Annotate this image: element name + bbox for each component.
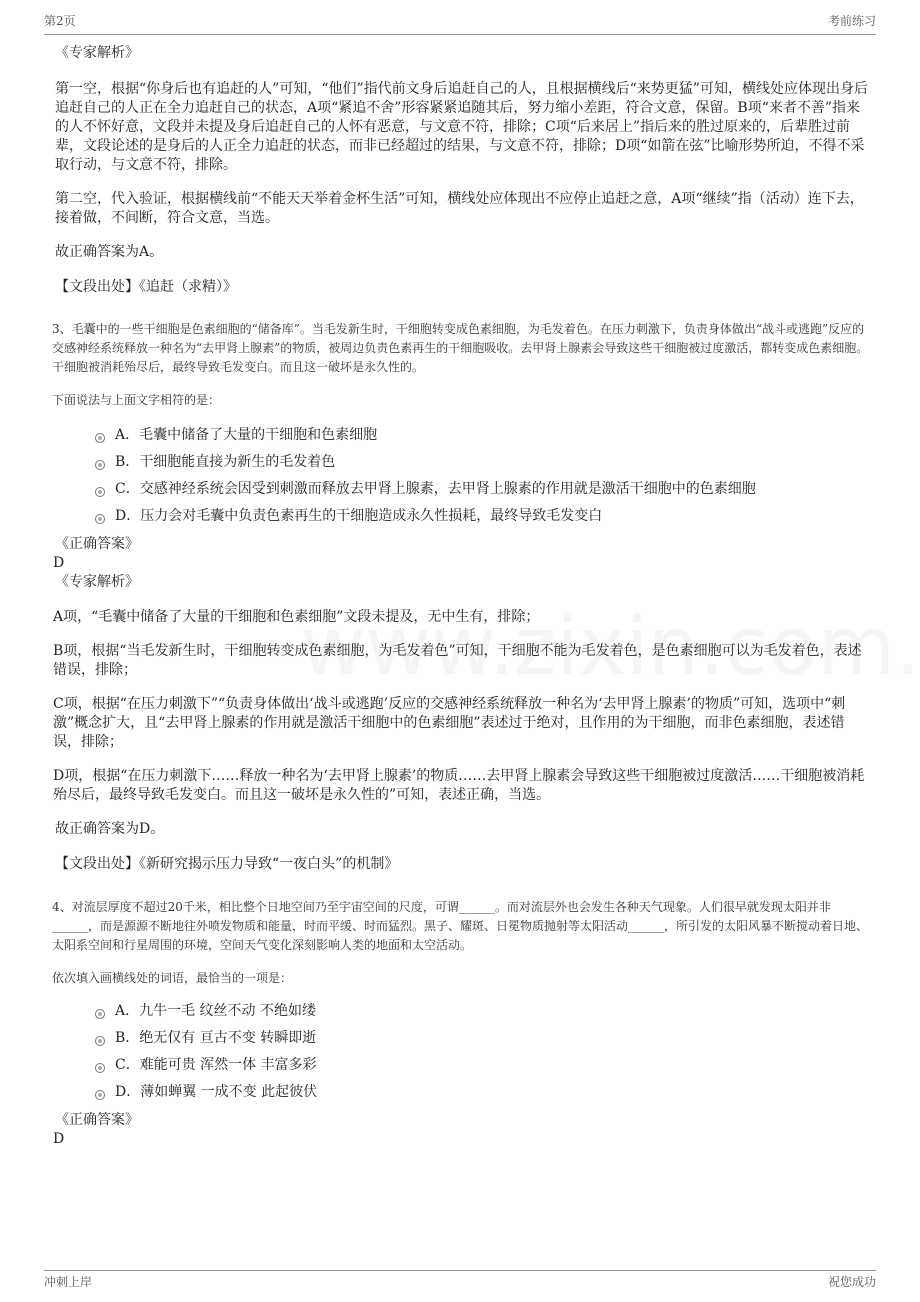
analysis-paragraph: 第二空，代入验证，根据横线前“不能天天举着金杯生活”可知，横线处应体现出不应停止追赶之意，A项“继续”指（活动）连下去，接着做，不间断，符合文意，当选。: [55, 191, 864, 226]
analysis-item: A项，“毛囊中储备了大量的干细胞和色素细胞”文段未提及，无中生有，排除；: [53, 609, 540, 625]
option-label: D．薄如蝉翼 一成不变 此起彼伏: [115, 1084, 318, 1100]
option-label: A．九牛一毛 纹丝不动 不绝如缕: [115, 1003, 317, 1019]
page-footer: [44, 1270, 876, 1295]
option-label: B．干细胞能直接为新生的毛发着色: [115, 454, 336, 470]
radio-icon[interactable]: [95, 460, 105, 470]
options-list: [55, 998, 871, 1106]
option-a[interactable]: [95, 422, 871, 449]
footer-left-text: 冲刺上岸: [44, 1275, 93, 1289]
option-b[interactable]: [95, 1025, 871, 1052]
option-label: D．压力会对毛囊中负责色素再生的干细胞造成永久性损耗，最终导致毛发变白: [115, 508, 603, 524]
analysis-paragraph: 第一空，根据“你身后也有追赶的人”可知，“他们”指代前文身后追赶自己的人，且根据横线后“来势更猛”可知，横线处应体现出身后追赶自己的人正在全力追赶自己的状态，A项“紧追不舍”形容紧紧追随其后，努力缩小差距，符合文意，保留。B项“来者不善”指来的人不怀好意，文段并未提及身后追赶自己的人怀有恶意，与文意不符，排除；C项“后来居上”指后来的胜过原来的，后辈胜过前辈，文段论述的是身后的人正全力追赶的状态，而非已经超过的结果，与文意不符，排除；D项“如箭在弦”比喻形势所迫，不得不采取行动，与文意不符，排除。: [55, 81, 868, 173]
option-c[interactable]: [95, 476, 871, 503]
radio-icon[interactable]: [95, 1009, 105, 1019]
expert-analysis-label: 《专家解析》: [55, 45, 139, 61]
page-content: [52, 42, 871, 1149]
option-d[interactable]: [95, 503, 871, 530]
option-label: B．绝无仅有 亘古不变 转瞬即逝: [115, 1030, 317, 1046]
option-b[interactable]: [95, 449, 871, 476]
conclusion: 故正确答案为A。: [55, 244, 164, 260]
option-a[interactable]: [95, 998, 871, 1025]
correct-answer: D: [53, 1131, 65, 1147]
option-c[interactable]: [95, 1052, 871, 1079]
radio-icon[interactable]: [95, 487, 105, 497]
footer-right-text: 祝您成功: [827, 1275, 876, 1289]
radio-icon[interactable]: [95, 433, 105, 443]
passage-source: 【文段出处】《追赶（求精）》: [55, 279, 237, 295]
page-header: [44, 12, 876, 35]
passage-source: 【文段出处】《新研究揭示压力导致“一夜白头”的机制》: [55, 856, 399, 872]
question-prompt: 下面说法与上面文字相符的是：: [52, 393, 221, 407]
question-passage: 3、毛囊中的一些干细胞是色素细胞的“储备库”。当毛发新生时，干细胞转变成色素细胞，为毛发着色。在压力刺激下，负责身体做出“战斗或逃跑”反应的交感神经系统释放一种名为“去甲肾上腺素”的物质，被周边负责色素再生的干细胞吸收。去甲肾上腺素会导致这些干细胞被过度激活，都转变成色素细胞。干细胞被消耗殆尽后，最终导致毛发变白。而且这一破坏是永久性的。: [52, 322, 869, 374]
radio-icon[interactable]: [95, 1036, 105, 1046]
question-passage: 4、对流层厚度不超过20千米，相比整个日地空间乃至宇宙空间的尺度，可谓______。而对流层外也会发生各种天气现象。人们很早就发现太阳并非______，而是源源不断地往外喷发物质和能量，时而平缓、时而猛烈。黑子、耀斑、日冕物质抛射等太阳活动______，所引发的太阳风暴不断搅动着日地、太阳系空间和行星周围的环境，空间天气变化深刻影响人类的地面和太空活动。: [52, 900, 869, 952]
options-list: [55, 422, 871, 530]
radio-icon[interactable]: [95, 1063, 105, 1073]
analysis-item: C项，根据“在压力刺激下”“负责身体做出‘战斗或逃跑’反应的交感神经系统释放一种名为‘去甲肾上腺素’的物质”可知，选项中“刺激”概念扩大，且“去甲肾上腺素的作用就是激活干细胞中的色素细胞”表述过于绝对，且作用的为干细胞，而非色素细胞，表述错误，排除；: [53, 696, 846, 750]
correct-answer-label: 《正确答案》: [55, 1112, 139, 1128]
expert-analysis-label: 《专家解析》: [55, 574, 139, 590]
option-d[interactable]: [95, 1079, 871, 1106]
page-number: 第2页: [44, 14, 76, 28]
radio-icon[interactable]: [95, 1090, 105, 1100]
analysis-item: D项，根据“在压力刺激下……释放一种名为‘去甲肾上腺素’的物质……去甲肾上腺素会导致这些干细胞被过度激活……干细胞被消耗殆尽后，最终导致毛发变白。而且这一破坏是永久性的”可知，表述正确，当选。: [53, 768, 865, 803]
header-title: 考前练习: [827, 14, 876, 28]
option-label: A．毛囊中储备了大量的干细胞和色素细胞: [115, 427, 378, 443]
analysis-item: B项，根据“当毛发新生时，干细胞转变成色素细胞，为毛发着色”可知，干细胞不能为毛发着色，是色素细胞可以为毛发着色，表述错误，排除；: [53, 643, 862, 678]
option-label: C．难能可贵 浑然一体 丰富多彩: [115, 1057, 317, 1073]
radio-icon[interactable]: [95, 514, 105, 524]
question-prompt: 依次填入画横线处的词语，最恰当的一项是：: [52, 971, 293, 985]
option-label: C．交感神经系统会因受到刺激而释放去甲肾上腺素，去甲肾上腺素的作用就是激活干细胞中的色素细胞: [115, 481, 756, 497]
conclusion: 故正确答案为D。: [55, 821, 165, 837]
correct-answer: D: [53, 555, 65, 571]
correct-answer-label: 《正确答案》: [55, 536, 139, 552]
